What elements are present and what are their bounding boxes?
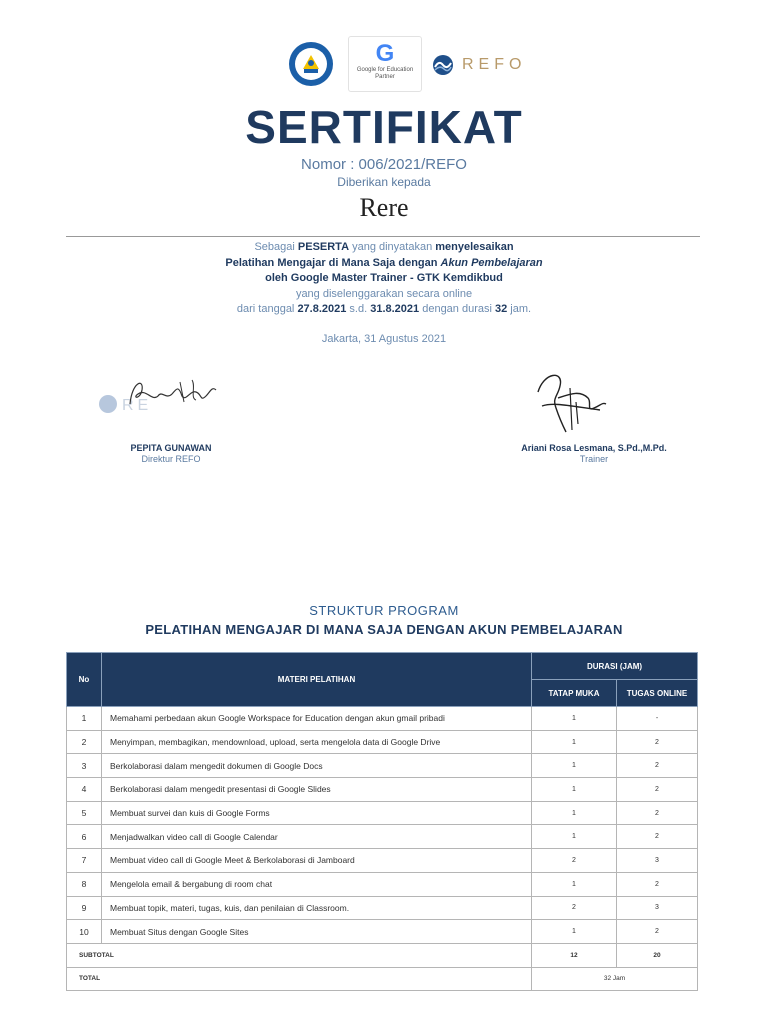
program-title: PELATIHAN MENGAJAR DI MANA SAJA DENGAN AKUN PEMBELAJARAN — [145, 622, 623, 637]
cell-materi: Membuat topik, materi, tugas, kuis, dan penilaian di Classroom. — [102, 896, 532, 920]
total-label: TOTAL — [67, 967, 532, 991]
table-row — [67, 920, 698, 944]
cell-no: 9 — [67, 896, 102, 920]
total-value: 32 Jam — [532, 967, 698, 991]
table-row — [67, 730, 698, 754]
cell-no: 1 — [67, 707, 102, 731]
refo-wave-icon — [432, 54, 454, 76]
table-row — [67, 754, 698, 778]
statement-line-5: dari tanggal 27.8.2021 s.d. 31.8.2021 dengan durasi 32 jam. — [236, 303, 532, 315]
signer-left-role: Direktur REFO — [141, 454, 201, 464]
cell-materi: Memahami perbedaan akun Google Workspace for Education dengan akun gmail pribadi — [102, 707, 532, 731]
google-partner-logo — [348, 36, 422, 92]
cell-materi: Berkolaborasi dalam mengedit presentasi di Google Slides — [102, 778, 532, 802]
table-row — [67, 825, 698, 849]
cell-tatap: 1 — [532, 872, 617, 896]
subtotal-row — [67, 943, 698, 967]
table-row — [67, 801, 698, 825]
col-header-tatap: TATAP MUKA — [532, 680, 617, 707]
statement-line-3: oleh Google Master Trainer - GTK Kemdikbud — [265, 272, 503, 284]
cell-no: 10 — [67, 920, 102, 944]
place-date: Jakarta, 31 Agustus 2021 — [321, 333, 447, 345]
signer-right-role: Trainer — [579, 454, 609, 464]
cell-tatap: 1 — [532, 754, 617, 778]
col-header-no: No — [67, 653, 102, 707]
col-header-tugas: TUGAS ONLINE — [617, 680, 698, 707]
cell-no: 2 — [67, 730, 102, 754]
cell-tugas: 2 — [617, 801, 698, 825]
table-row — [67, 849, 698, 873]
cell-no: 5 — [67, 801, 102, 825]
cell-tatap: 1 — [532, 778, 617, 802]
program-table-body — [67, 707, 698, 991]
certificate-statement — [0, 240, 768, 318]
cell-tugas: 2 — [617, 825, 698, 849]
statement-line-4: yang diselenggarakan secara online — [295, 287, 473, 300]
cell-no: 6 — [67, 825, 102, 849]
cell-materi: Membuat video call di Google Meet & Berkolaborasi di Jamboard — [102, 849, 532, 873]
subtotal-label: SUBTOTAL — [67, 943, 532, 967]
cell-materi: Membuat survei dan kuis di Google Forms — [102, 801, 532, 825]
certificate-title: SERTIFIKAT — [245, 101, 523, 153]
subtotal-tugas: 20 — [617, 943, 698, 967]
cell-tugas: 2 — [617, 872, 698, 896]
cell-tatap: 1 — [532, 801, 617, 825]
cell-no: 8 — [67, 872, 102, 896]
signer-right — [484, 443, 704, 465]
cell-tatap: 1 — [532, 707, 617, 731]
cell-no: 4 — [67, 778, 102, 802]
signature-left-icon — [92, 372, 252, 422]
statement-line-2: Pelatihan Mengajar di Mana Saja dengan Akun Pembelajaran — [225, 256, 543, 269]
cell-tugas: 2 — [617, 778, 698, 802]
recipient-name: Rere — [359, 193, 409, 222]
header-logos — [0, 36, 768, 92]
cell-tugas: 3 — [617, 849, 698, 873]
cell-tugas: 3 — [617, 896, 698, 920]
cell-tugas: 2 — [617, 754, 698, 778]
subtotal-tatap: 12 — [532, 943, 617, 967]
cell-no: 3 — [67, 754, 102, 778]
cell-tugas: 2 — [617, 730, 698, 754]
table-row — [67, 707, 698, 731]
google-g-icon: G — [375, 40, 395, 67]
signer-left-name: PEPITA GUNAWAN — [130, 443, 212, 453]
cell-materi: Membuat Situs dengan Google Sites — [102, 920, 532, 944]
table-row — [67, 872, 698, 896]
svg-text:RE: RE — [122, 397, 153, 414]
cell-materi: Berkolaborasi dalam mengedit dokumen di Google Docs — [102, 754, 532, 778]
kemdikbud-logo-icon — [288, 41, 334, 87]
signer-left — [61, 443, 281, 465]
google-partner-text-2: Partner — [375, 74, 395, 80]
signer-right-name: Ariani Rosa Lesmana, S.Pd.,M.Pd. — [521, 443, 667, 453]
cell-tatap: 2 — [532, 896, 617, 920]
cell-tugas: 2 — [617, 920, 698, 944]
cell-tatap: 1 — [532, 825, 617, 849]
table-row — [67, 778, 698, 802]
program-heading: STRUKTUR PROGRAM — [309, 603, 459, 618]
statement-line-1: Sebagai PESERTA yang dinyatakan menyelesaikan — [254, 241, 514, 253]
signature-right-icon — [530, 368, 610, 438]
cell-tatap: 1 — [532, 730, 617, 754]
program-table — [66, 652, 698, 991]
cell-no: 7 — [67, 849, 102, 873]
cell-tatap: 2 — [532, 849, 617, 873]
cell-materi: Mengelola email & bergabung di room chat — [102, 872, 532, 896]
cell-materi: Menyimpan, membagikan, mendownload, upload, serta mengelola data di Google Drive — [102, 730, 532, 754]
table-row — [67, 896, 698, 920]
divider — [66, 236, 700, 237]
certificate-number: Nomor : 006/2021/REFO — [301, 156, 467, 173]
cell-tugas: - — [617, 707, 698, 731]
col-header-materi: MATERI PELATIHAN — [102, 653, 532, 707]
refo-wordmark: REFO — [462, 56, 527, 73]
cell-tatap: 1 — [532, 920, 617, 944]
google-partner-text-1: Google for Education — [356, 67, 414, 73]
awarded-to-label: Diberikan kepada — [337, 175, 431, 189]
cell-materi: Menjadwalkan video call di Google Calendar — [102, 825, 532, 849]
total-row — [67, 967, 698, 991]
col-header-durasi: DURASI (JAM) — [532, 653, 698, 680]
